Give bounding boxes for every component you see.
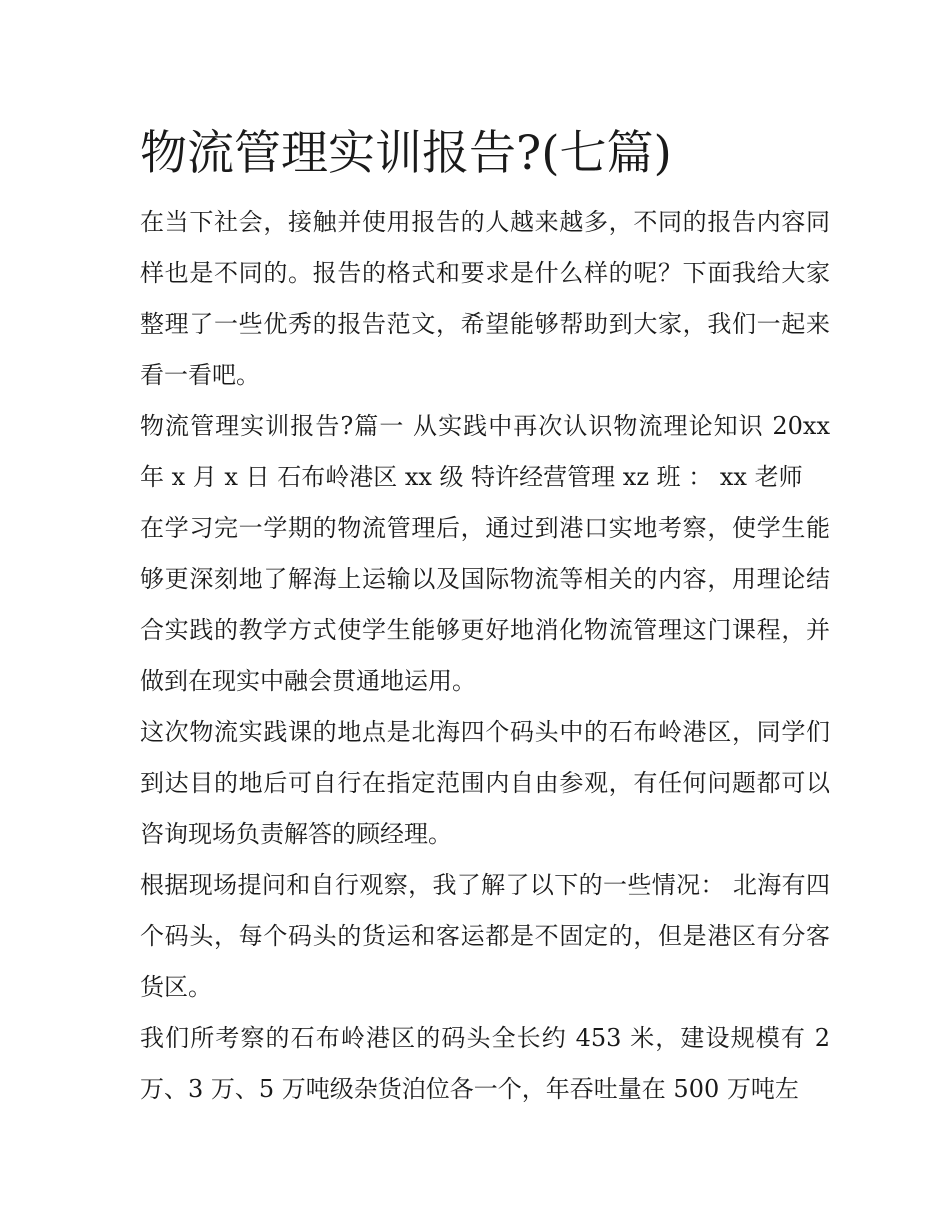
paragraph-intro: 在当下社会，接触并使用报告的人越来越多，不同的报告内容同样也是不同的。报告的格式和要求是什么样的呢？下面我给大家整理了一些优秀的报告范文，希望能够帮助到大家，我们一起来看一看吧。 (140, 208, 830, 389)
paragraph-port-details: 我们所考察的石布岭港区的码头全长约 453 米，建设规模有 2 万、3 万、5 万吨级杂货泊位各一个，年吞吐量在 500 万吨左 (140, 1024, 830, 1103)
paragraph-location: 这次物流实践课的地点是北海四个码头中的石布岭港区，同学们到达目的地后可自行在指定范围内自由参观，有任何问题都可以咨询现场负责解答的顾经理。 (140, 718, 830, 848)
document-body (140, 197, 830, 1115)
paragraph-observations: 根据现场提问和自行观察，我了解了以下的一些情况： 北海有四个码头，每个码头的货运和客运都是不固定的，但是港区有分客货区。 (140, 871, 830, 1001)
document-title: 物流管理实训报告?(七篇) (140, 126, 672, 181)
paragraph-purpose: 在学习完一学期的物流管理后，通过到港口实地考察，使学生能够更深刻地了解海上运输以及国际物流等相关的内容，用理论结合实践的教学方式使学生能够更好地消化物流管理这门课程，并做到在现实中融会贯通地运用。 (140, 514, 830, 695)
paragraph-header-info: 物流管理实训报告?篇一 从实践中再次认识物流理论知识 20xx 年 x 月 x 日 石布岭港区 xx 级 特许经营管理 xz 班 ： xx 老师 (140, 412, 830, 491)
